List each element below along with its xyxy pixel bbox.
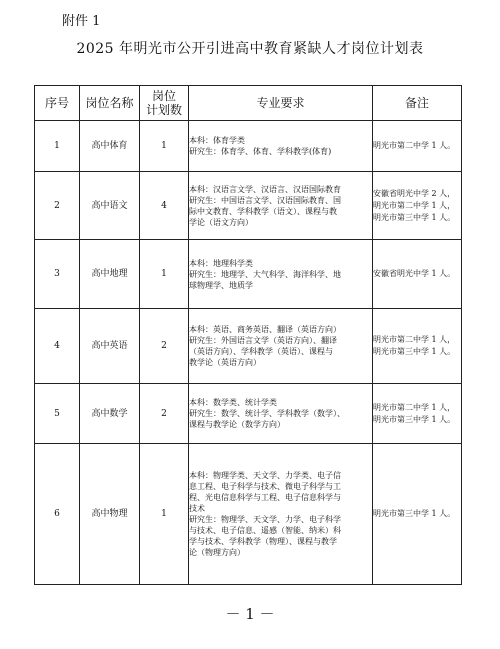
note-line: 明光市第二中学 1 人，: [373, 402, 456, 412]
requirement-line: 本科：英语、商务英语、翻译（英语方向）: [189, 325, 341, 334]
cell-notes: [373, 172, 462, 240]
table-row: [35, 309, 462, 384]
requirement-line: （英语方向）、学科教学（英语）、课程与: [189, 347, 333, 356]
requirement-line: 本科：物理学类、天文学、力学类、电子信: [189, 471, 341, 480]
cell-seq: 3: [35, 240, 80, 309]
attachment-label: 附件 1: [62, 14, 101, 29]
requirement-line: 学论（语文方向）: [189, 217, 253, 227]
header-count-line-2: 计划数: [145, 103, 182, 117]
cell-requirements: [189, 444, 373, 585]
cell-notes: [373, 444, 462, 585]
cell-position: 高中体育: [80, 121, 140, 172]
requirement-line: 本科：地理科学类: [189, 258, 253, 268]
requirement-line: 研究生：地理学、大气科学、海洋科学、地: [189, 269, 341, 279]
cell-count: 1: [140, 444, 189, 585]
cell-seq: 2: [35, 172, 80, 240]
cell-count: 1: [140, 240, 189, 309]
requirement-line: 与技术、电子信息、遥感（智能、纳米）科: [189, 526, 341, 535]
cell-seq: 6: [35, 444, 80, 585]
cell-notes: [373, 309, 462, 384]
cell-count: 1: [140, 121, 189, 172]
cell-seq: 1: [35, 121, 80, 172]
position-plan-table: [34, 85, 462, 585]
cell-requirements: [189, 121, 373, 172]
table-row: [35, 444, 462, 585]
header-requirements: 专业要求: [189, 86, 373, 121]
cell-requirements: [189, 172, 373, 240]
note-line: 明光市第二中学 1 人，: [373, 200, 456, 210]
table-header-row: [35, 86, 462, 121]
requirement-line: 技术: [189, 504, 205, 513]
cell-count: 2: [140, 309, 189, 384]
requirement-line: 教学论（英语方向）: [189, 358, 261, 367]
cell-count: 4: [140, 172, 189, 240]
requirement-line: 研究生：数学、统计学、学科教学（数学）、: [189, 409, 345, 418]
table-row: [35, 172, 462, 240]
page-number: － 1 －: [225, 605, 275, 623]
requirement-line: 球物理学、地质学: [189, 280, 253, 290]
cell-requirements: [189, 309, 373, 384]
header-seq: 序号: [35, 86, 80, 121]
requirement-line: 息工程、电子科学与技术、微电子科学与工: [189, 482, 341, 491]
table-row: [35, 240, 462, 309]
cell-notes: [373, 121, 462, 172]
requirement-line: 学与技术、学科教学（物理）、课程与教学: [189, 537, 337, 546]
cell-position: 高中英语: [80, 309, 140, 384]
requirement-line: 本科：体育学类: [189, 136, 245, 145]
cell-position: 高中物理: [80, 444, 140, 585]
header-count-line-1: 岗位: [151, 89, 176, 103]
cell-notes: [373, 240, 462, 309]
cell-seq: 4: [35, 309, 80, 384]
cell-position: 高中地理: [80, 240, 140, 309]
requirement-line: 程、光电信息科学与工程、电子信息科学与: [189, 493, 341, 502]
cell-notes: [373, 384, 462, 444]
table-row: [35, 121, 462, 172]
note-line: 安徽省明光中学 1 人。: [373, 269, 456, 278]
requirement-line: 研究生：物理学、天文学、力学、电子科学: [189, 515, 341, 524]
cell-position: 高中语文: [80, 172, 140, 240]
note-line: 明光市第三中学 1 人。: [373, 509, 456, 518]
note-line: 明光市第三中学 1 人。: [373, 212, 456, 222]
header-notes: 备注: [373, 86, 462, 121]
requirement-line: 论（物理方向）: [189, 548, 245, 557]
note-line: 明光市第三中学 1 人。: [373, 414, 456, 424]
header-position: 岗位名称: [80, 86, 140, 121]
table-row: [35, 384, 462, 444]
requirement-line: 研究生：中国语言文学、汉语国际教育、国: [189, 195, 341, 205]
cell-position: 高中数学: [80, 384, 140, 444]
requirement-line: 际中文教育、学科教学（语文）、课程与教: [189, 206, 337, 216]
note-line: 明光市第二中学 1 人，: [373, 335, 456, 344]
header-count: [140, 86, 189, 121]
requirement-line: 本科：汉语言文学、汉语言、汉语国际教育: [189, 184, 341, 194]
requirement-line: 本科：数学类、统计学类: [189, 398, 277, 407]
requirement-line: 研究生：体育学、体育、学科教学(体育): [189, 147, 332, 156]
cell-count: 2: [140, 384, 189, 444]
note-line: 明光市第三中学 1 人。: [373, 347, 456, 356]
note-line: 明光市第二中学 1 人。: [373, 141, 456, 150]
cell-seq: 5: [35, 384, 80, 444]
requirement-line: 研究生：外国语言文学（英语方向）、翻译: [189, 336, 337, 345]
note-line: 安徽省明光中学 2 人，: [373, 188, 456, 198]
cell-requirements: [189, 240, 373, 309]
document-title: 2025 年明光市公开引进高中教育紧缺人才岗位计划表: [76, 41, 424, 57]
cell-requirements: [189, 384, 373, 444]
requirement-line: 课程与教学论（数学方向）: [189, 420, 285, 429]
